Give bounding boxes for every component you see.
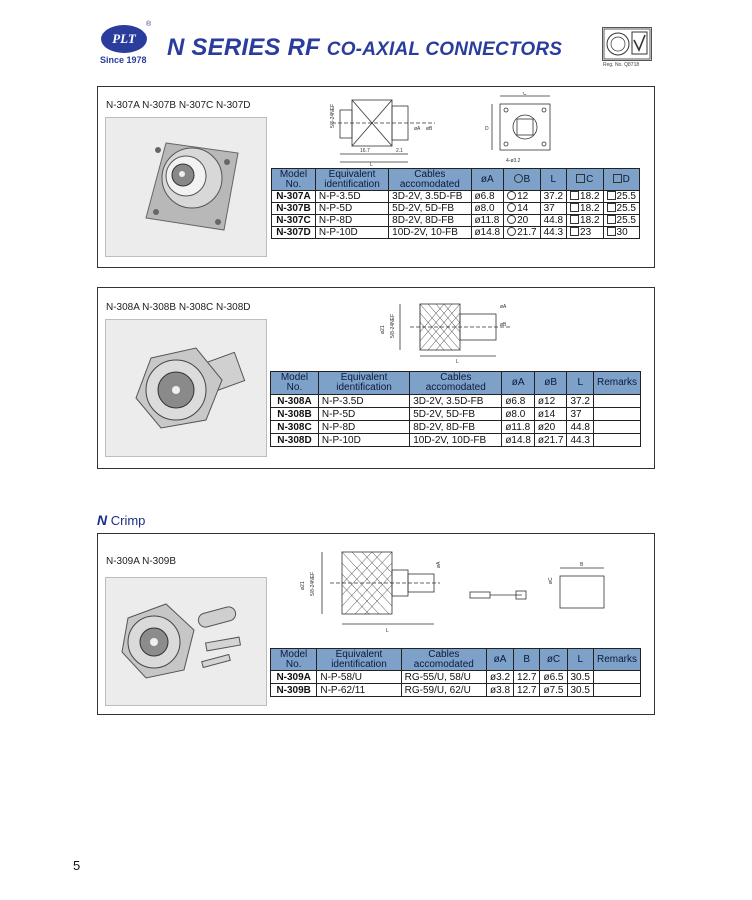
col-model: Model No. bbox=[271, 372, 319, 395]
table-row: N-308B N-P-5D 5D-2V, 5D-FB ø8.0 ø14 37 bbox=[271, 408, 641, 421]
col-b: øB bbox=[534, 372, 567, 395]
col-equiv: Equivalent identification bbox=[317, 649, 401, 671]
square-icon bbox=[607, 215, 616, 224]
col-cables: Cables accomodated bbox=[389, 169, 471, 191]
dim-167-n307: 16.7 bbox=[360, 148, 370, 154]
dim-21-n307: 2.1 bbox=[396, 148, 403, 154]
dim-a-n309: øA bbox=[436, 561, 442, 568]
certification-logo bbox=[602, 27, 652, 61]
square-icon bbox=[576, 174, 585, 183]
dia21-label-n309: ø21 bbox=[300, 581, 306, 590]
dim-4hole-n307: 4-ø3.2 bbox=[506, 158, 521, 164]
table-row: N-309A N-P-58/U RG-55/U, 58/U ø3.2 12.7 ø6.5 30.5 bbox=[271, 671, 641, 684]
product-photo-n308 bbox=[105, 319, 267, 457]
models-title-n309: N-309A N-309B bbox=[106, 556, 177, 567]
title-rest: CO-AXIAL CONNECTORS bbox=[326, 39, 563, 60]
dim-a-n308: øA bbox=[500, 304, 507, 310]
col-model: Model No. bbox=[271, 649, 317, 671]
square-icon bbox=[607, 191, 616, 200]
col-equiv: Equivalent identification bbox=[318, 372, 409, 395]
registered-mark: ® bbox=[146, 21, 152, 28]
dim-b-n308: øB bbox=[500, 322, 507, 328]
product-photo-n307 bbox=[105, 117, 267, 257]
dim-d-n307: D bbox=[485, 126, 489, 132]
table-row: N-309B N-P-62/11 RG-59/U, 62/U ø3.8 12.7 ø7.5 30.5 bbox=[271, 684, 641, 697]
spec-table-n308 bbox=[270, 371, 641, 447]
spec-table-n309 bbox=[270, 648, 641, 697]
col-model: Model No. bbox=[272, 169, 316, 191]
dia21-label-n308: ø21 bbox=[380, 325, 386, 334]
square-icon bbox=[607, 227, 616, 236]
col-l: L bbox=[567, 372, 593, 395]
circle-icon bbox=[507, 191, 516, 200]
col-c: øC bbox=[540, 649, 567, 671]
circle-icon bbox=[507, 215, 516, 224]
square-icon bbox=[607, 203, 616, 212]
dim-l-n309: L bbox=[386, 628, 389, 634]
spec-table-n307 bbox=[271, 168, 640, 239]
col-cables: Cables accomodated bbox=[410, 372, 502, 395]
drawing-n309 bbox=[290, 544, 620, 634]
dim-a-n307: øA bbox=[414, 126, 421, 132]
circle-icon bbox=[514, 174, 523, 183]
dim-b-n309: B bbox=[580, 562, 584, 568]
dim-b-n307: øB bbox=[426, 126, 433, 132]
models-title-n308: N-308A N-308B N-308C N-308D bbox=[106, 302, 251, 313]
models-title-n307: N-307A N-307B N-307C N-307D bbox=[106, 100, 251, 111]
square-icon bbox=[570, 227, 579, 236]
col-d: D bbox=[603, 169, 639, 191]
square-icon bbox=[570, 203, 579, 212]
circle-icon bbox=[507, 203, 516, 212]
table-row: N-307D N-P-10D 10D-2V, 10-FB ø14.8 21.7 44.3 23 30 bbox=[272, 227, 640, 239]
table-row: N-307B N-P-5D 5D-2V, 5D-FB ø8.0 14 37 18.2 25.5 bbox=[272, 203, 640, 215]
thread-label-n307: 5/8-24NEF bbox=[330, 103, 336, 128]
page-title bbox=[167, 34, 562, 62]
thread-label-n309: 5/8-24NEF bbox=[310, 571, 316, 596]
section-label: Crimp bbox=[110, 513, 146, 528]
col-a: øA bbox=[502, 372, 535, 395]
dim-l-n307: L bbox=[370, 162, 373, 167]
drawing-n308 bbox=[370, 294, 540, 364]
table-row: N-307C N-P-8D 8D-2V, 8D-FB ø11.8 20 44.8 18.2 25.5 bbox=[272, 215, 640, 227]
col-l: L bbox=[567, 649, 593, 671]
table-row: N-307A N-P-3.5D 3D-2V, 3.5D-FB ø6.8 12 37.2 18.2 25.5 bbox=[272, 191, 640, 203]
col-b: B bbox=[514, 649, 540, 671]
thread-label-n308: 5/8-24NEF bbox=[390, 313, 396, 338]
col-c: C bbox=[567, 169, 603, 191]
plt-logo: PLT bbox=[101, 25, 147, 53]
product-photo-n309 bbox=[105, 577, 267, 706]
col-remarks: Remarks bbox=[593, 649, 640, 671]
dim-l-n308: L bbox=[456, 359, 459, 364]
col-a: øA bbox=[471, 169, 504, 191]
title-prefix: N SERIES RF bbox=[167, 34, 320, 61]
table-row: N-308C N-P-8D 8D-2V, 8D-FB ø11.8 ø20 44.8 bbox=[271, 421, 641, 434]
col-remarks: Remarks bbox=[593, 372, 640, 395]
section-prefix: N bbox=[97, 512, 108, 528]
section-heading-n-crimp bbox=[97, 512, 145, 528]
drawing-n307 bbox=[330, 92, 600, 167]
square-icon bbox=[570, 191, 579, 200]
since-label: Since 1978 bbox=[100, 55, 147, 65]
col-cables: Cables accomodated bbox=[401, 649, 486, 671]
square-icon bbox=[570, 215, 579, 224]
circle-icon bbox=[507, 227, 516, 236]
page-number: 5 bbox=[73, 858, 81, 873]
dim-c-n309: øC bbox=[548, 577, 554, 584]
dim-c-n307: C bbox=[523, 92, 527, 97]
table-row: N-308A N-P-3.5D 3D-2V, 3.5D-FB ø6.8 ø12 37.2 bbox=[271, 395, 641, 408]
col-l: L bbox=[540, 169, 566, 191]
col-b: B bbox=[504, 169, 540, 191]
square-icon bbox=[613, 174, 622, 183]
cert-reg-number: Reg. No. Q8718 bbox=[603, 62, 640, 68]
col-equiv: Equivalent identification bbox=[315, 169, 388, 191]
col-a: øA bbox=[487, 649, 514, 671]
table-row: N-308D N-P-10D 10D-2V, 10D-FB ø14.8 ø21.7 44.3 bbox=[271, 434, 641, 447]
